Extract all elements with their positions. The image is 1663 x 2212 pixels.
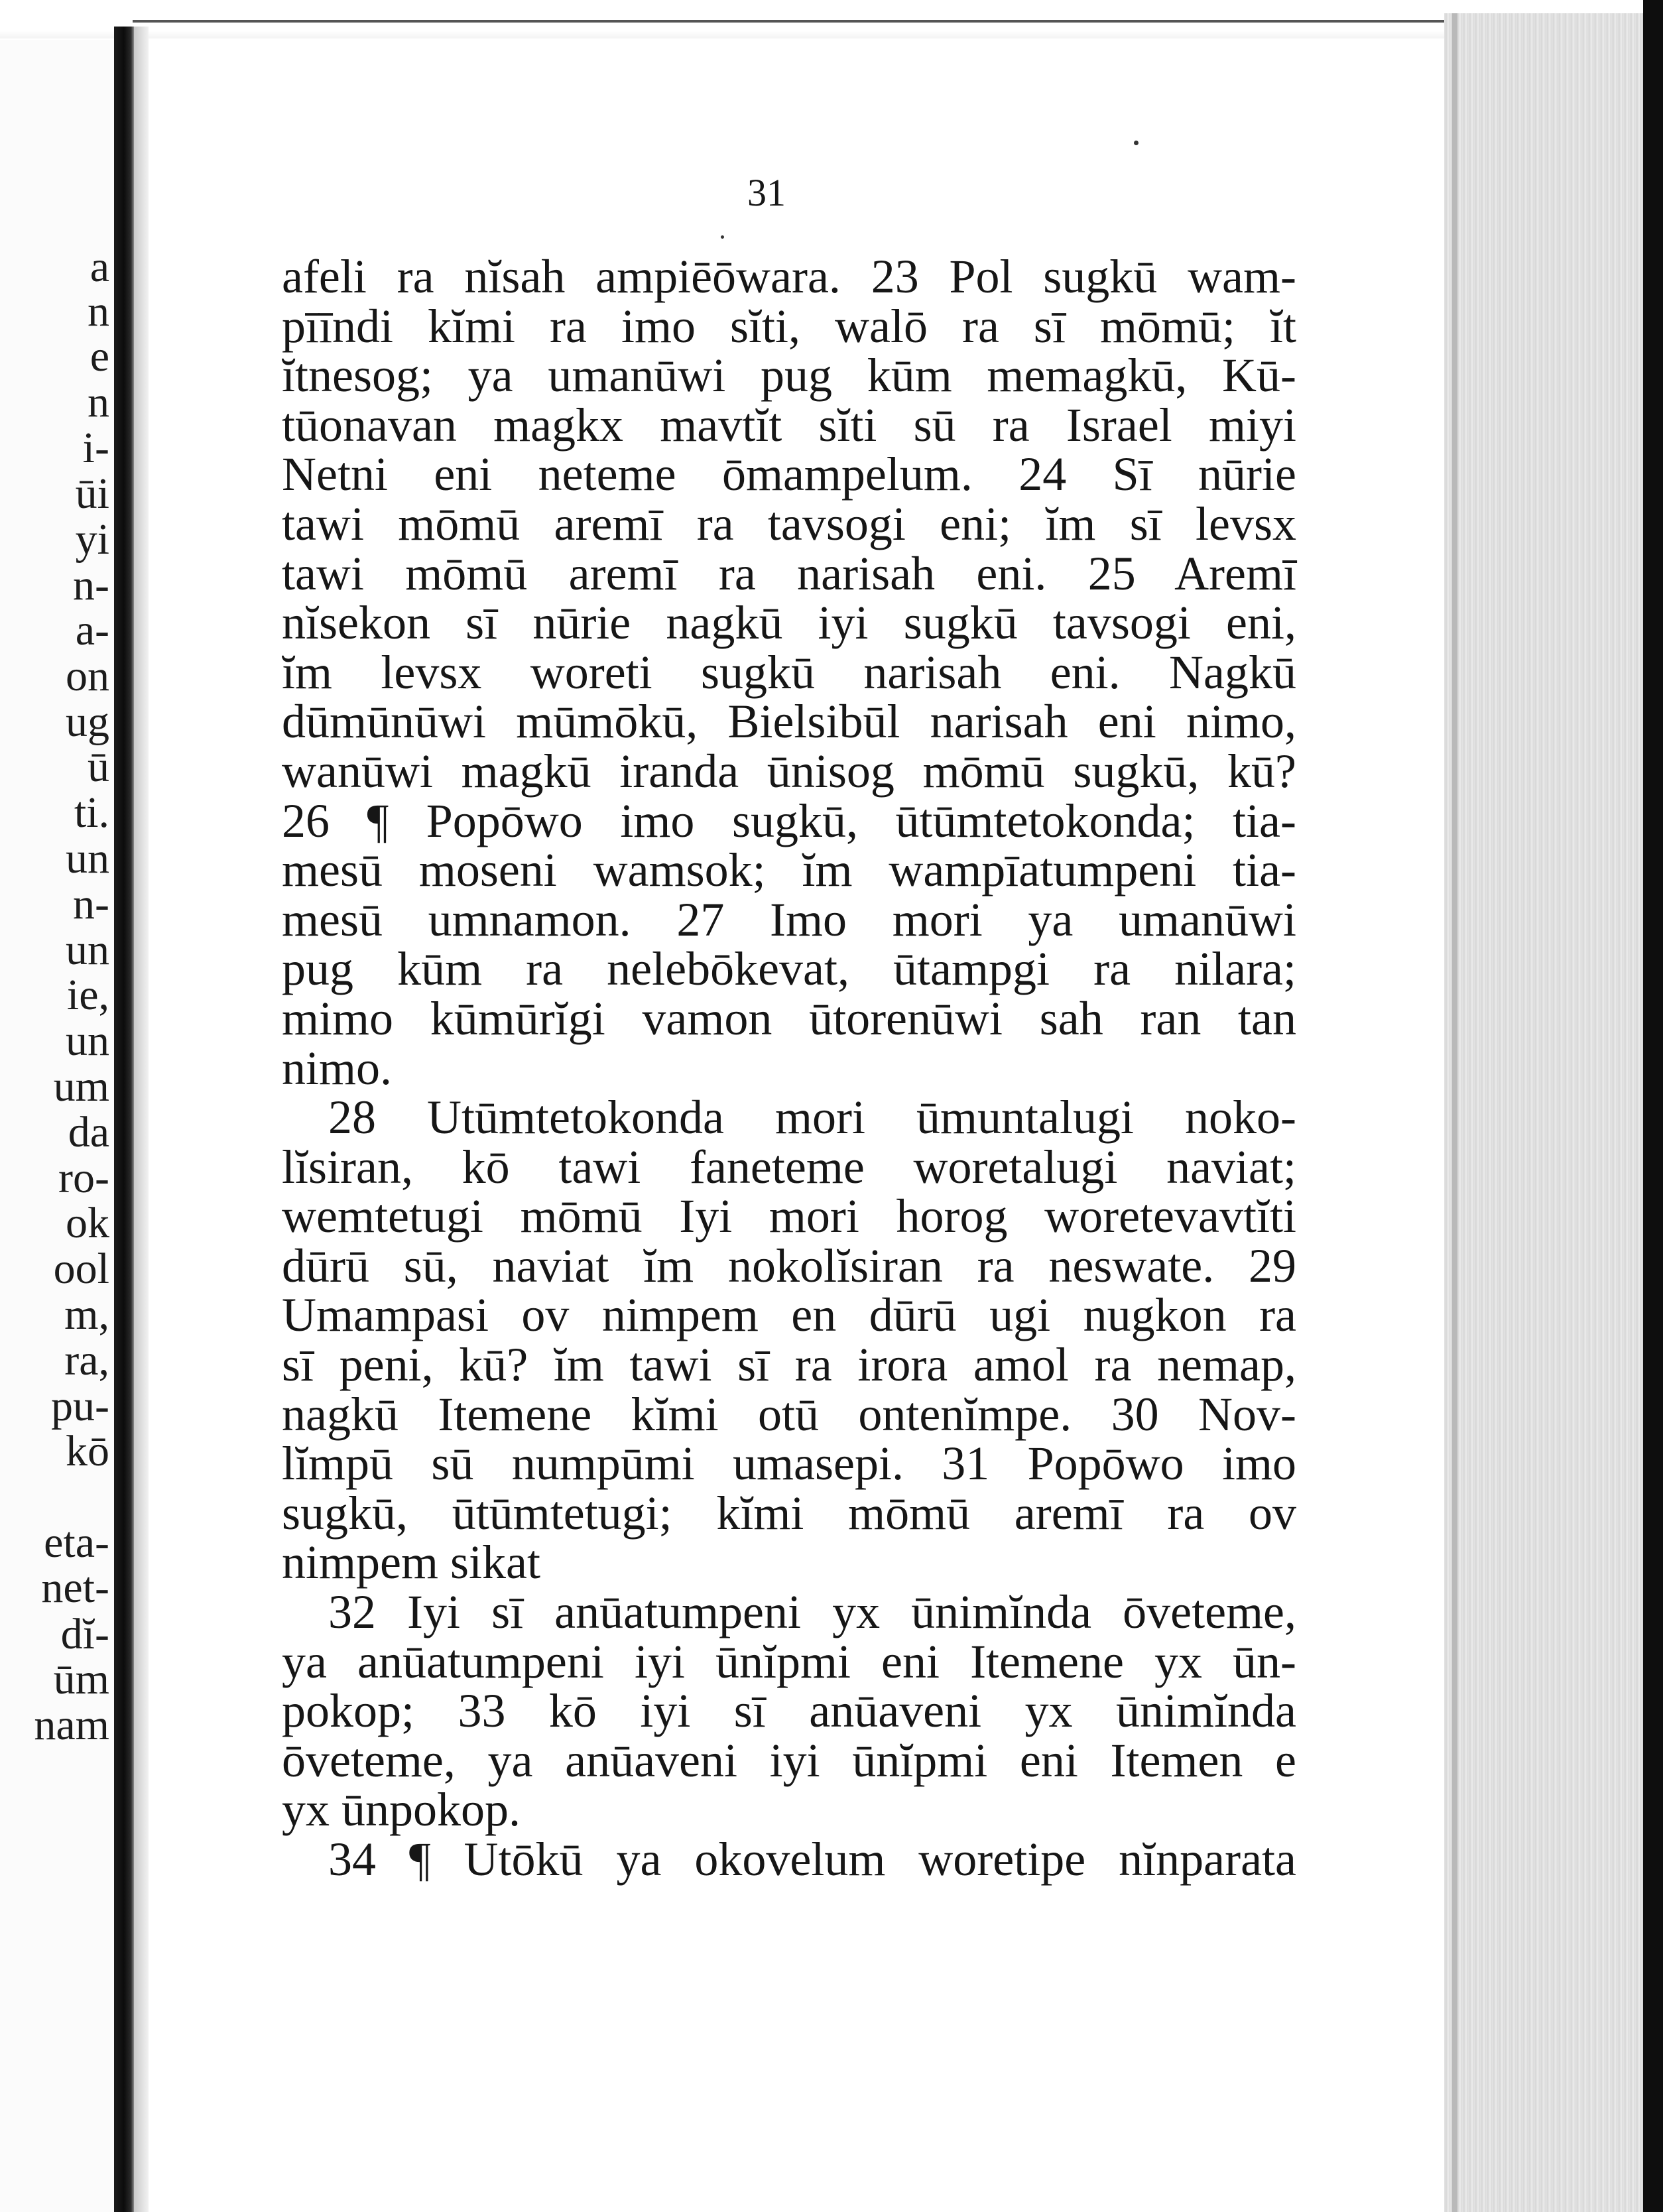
- facing-page-text: dĭ-: [60, 1610, 109, 1658]
- facing-page-text: pu-: [51, 1382, 109, 1430]
- text-line: lĭmpū sū numpūmi umasepi. 31 Popōwo imo: [282, 1437, 1296, 1491]
- book-gutter: [114, 27, 134, 2212]
- facing-page-text: n-: [73, 880, 109, 928]
- text-line: sugkū, ūtūmtetugi; kĭmi mōmū aremī ra ov: [282, 1486, 1296, 1540]
- text-line: 32 Iyi sī anūatumpeni yx ūnimĭnda ōveteme,: [328, 1585, 1296, 1639]
- text-line: tawi mōmū aremī ra tavsogi eni; ĭm sī levsx: [282, 497, 1296, 550]
- facing-page-text: um: [53, 1062, 109, 1111]
- facing-page-text: n-: [73, 561, 109, 609]
- text-line: sī peni, kū? ĭm tawi sī ra irora amol ra nemap,: [282, 1338, 1296, 1392]
- text-line: tawi mōmū aremī ra narisah eni. 25 Aremī: [282, 546, 1296, 600]
- text-line: ĭm levsx woreti sugkū narisah eni. Nagkū: [282, 645, 1296, 699]
- facing-page-text: ool: [53, 1245, 109, 1293]
- facing-page-text: un: [66, 834, 109, 883]
- facing-page-text: nam: [34, 1701, 109, 1749]
- text-line: 26 ¶ Popōwo imo sugkū, ūtūmtetokonda; tia-: [282, 794, 1296, 847]
- facing-page-text: un: [66, 1016, 109, 1065]
- top-page-edge: [0, 0, 1663, 38]
- text-line: mesū moseni wamsok; ĭm wampīatumpeni tia-: [282, 843, 1296, 897]
- text-line: 28 Utūmtetokonda mori ūmuntalugi noko-: [328, 1091, 1296, 1144]
- text-line: Netni eni neteme ōmampelum. 24 Sī nūrie: [282, 448, 1296, 501]
- facing-page-text: ti.: [74, 788, 109, 837]
- facing-page-text: ūm: [53, 1655, 109, 1703]
- facing-page-text: ūi: [75, 469, 109, 518]
- text-line: wanūwi magkū iranda ūnisog mōmū sugkū, kū?: [282, 744, 1296, 798]
- text-line: pokop; 33 kō iyi sī anūaveni yx ūnimĭnda: [282, 1684, 1296, 1738]
- facing-page-text: eta-: [44, 1518, 109, 1567]
- text-line: mimo kūmūrĭgi vamon ūtorenūwi sah ran tan: [282, 991, 1296, 1045]
- facing-page-text: kō: [66, 1427, 109, 1475]
- text-line: nimo.: [282, 1041, 393, 1095]
- text-line: Umampasi ov nimpem en dūrū ugi nugkon ra: [282, 1288, 1296, 1342]
- body-text: [282, 252, 1296, 1884]
- speck: [1134, 141, 1139, 145]
- facing-page-text: ro-: [58, 1154, 109, 1202]
- facing-page-fragment: [0, 40, 116, 2212]
- facing-page-text: ra,: [64, 1336, 109, 1384]
- text-line: 34 ¶ Utōkū ya okovelum woretipe nĭnparata: [328, 1833, 1296, 1886]
- facing-page-text: m,: [64, 1290, 109, 1339]
- text-line: ya anūatumpeni iyi ūnĭpmi eni Itemene yx ūn-: [282, 1634, 1296, 1688]
- facing-page-text: i-: [82, 424, 109, 472]
- gutter-shadow: [134, 27, 149, 2212]
- text-line: nimpem sikat: [282, 1536, 540, 1589]
- text-line: ōveteme, ya anūaveni iyi ūnĭpmi eni Itemen e: [282, 1733, 1296, 1787]
- text-line: pug kūm ra nelebōkevat, ūtampgi ra nilara;: [282, 942, 1296, 996]
- facing-page-text: ie,: [66, 971, 109, 1019]
- page-stack-boundary: [1452, 13, 1457, 2212]
- facing-page-text: ok: [66, 1199, 109, 1247]
- facing-page-text: e: [90, 332, 109, 381]
- facing-page-text: ug: [66, 698, 109, 746]
- speck: [721, 235, 724, 239]
- text-line: dūmūnūwi mūmōkū, Bielsibūl narisah eni nimo,: [282, 695, 1296, 749]
- facing-page-text: on: [66, 652, 109, 700]
- text-line: pīīndi kĭmi ra imo sĭti, walō ra sī mōmū; ĭt: [282, 299, 1296, 353]
- facing-page-text: a-: [75, 606, 109, 654]
- facing-page-text: yi: [75, 515, 109, 564]
- facing-page-text: n: [88, 378, 109, 426]
- text-line: yx ūnpokop.: [282, 1783, 521, 1837]
- text-line: tūonavan magkx mavtĭt sĭti sū ra Israel miyi: [282, 398, 1296, 452]
- text-line: afeli ra nĭsah ampiēōwara. 23 Pol sugkū wam-: [282, 250, 1296, 303]
- facing-page-text: un: [66, 926, 109, 974]
- text-line: dūrū sū, naviat ĭm nokolĭsiran ra neswate. 29: [282, 1239, 1296, 1292]
- top-edge-line: [133, 20, 1465, 23]
- text-line: nagkū Itemene kĭmi otū ontenĭmpe. 30 Nov-: [282, 1387, 1296, 1441]
- text-line: lĭsiran, kō tawi faneteme woretalugi naviat;: [282, 1140, 1296, 1194]
- facing-page-text: ū: [88, 743, 109, 791]
- facing-page-text: da: [68, 1108, 109, 1156]
- text-line: mesū umnamon. 27 Imo mori ya umanūwi: [282, 892, 1296, 946]
- facing-page-text: n: [88, 287, 109, 336]
- text-line: nĭsekon sī nūrie nagkū iyi sugkū tavsogi eni,: [282, 596, 1296, 650]
- facing-page-text: net-: [41, 1564, 109, 1612]
- facing-page-text: a: [90, 243, 109, 291]
- page-stack-edge: [1444, 13, 1663, 2212]
- scan-border: [1643, 0, 1663, 2212]
- page-number: 31: [747, 171, 786, 214]
- text-line: ĭtnesog; ya umanūwi pug kūm memagkū, Kū-: [282, 349, 1296, 402]
- text-line: wemtetugi mōmū Iyi mori horog woretevavtĭti: [282, 1190, 1296, 1243]
